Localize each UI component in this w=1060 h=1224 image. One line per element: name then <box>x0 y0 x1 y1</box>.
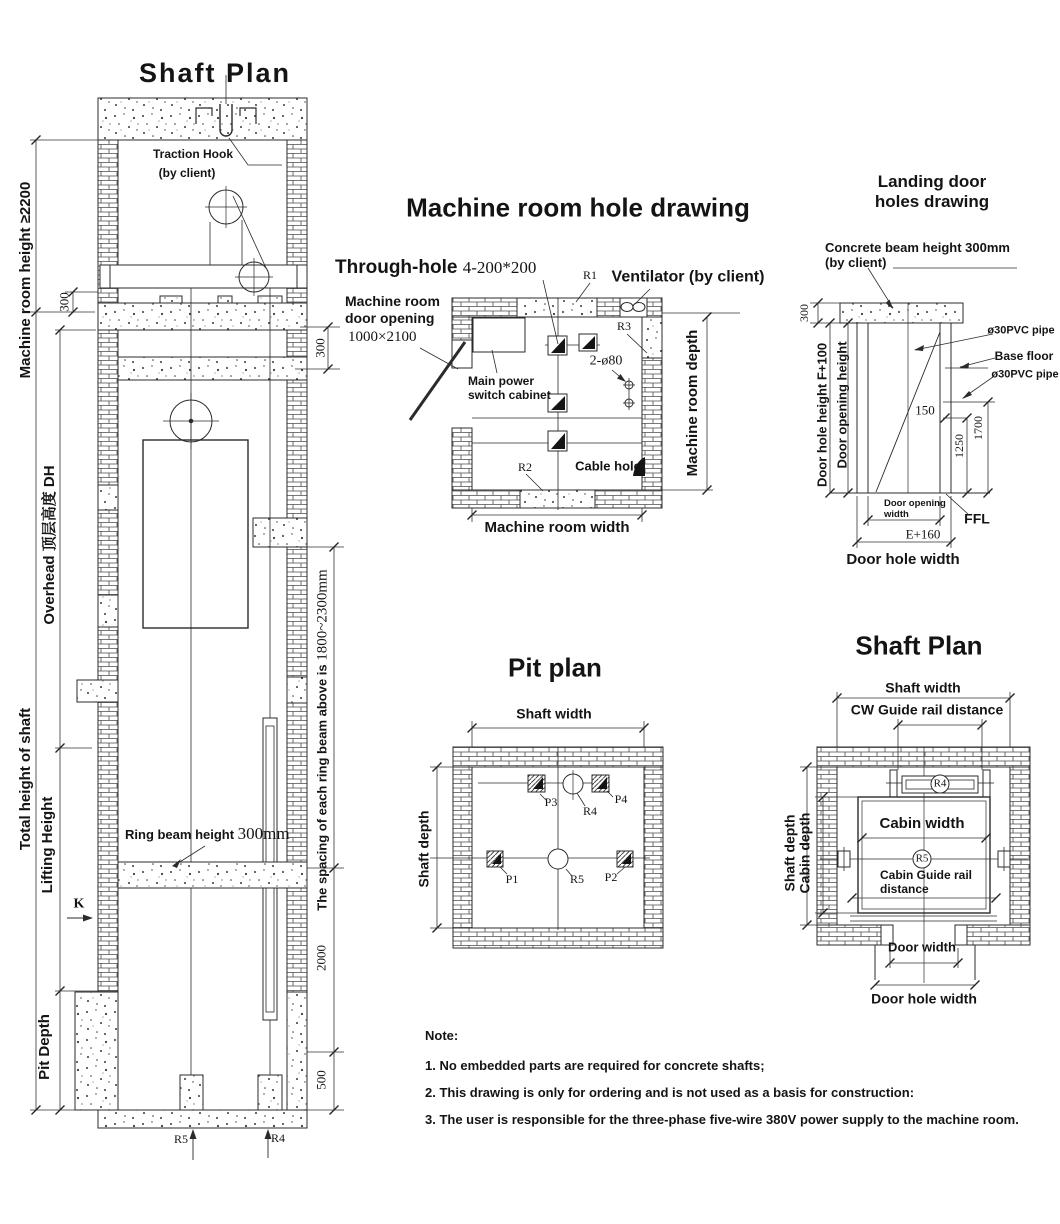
pit-plan-structure <box>430 747 663 948</box>
concrete-beam-line2: (by client) <box>825 255 887 271</box>
ventilator-label: Ventilator (by client) <box>611 268 765 286</box>
pit-r4-label: R4 <box>582 803 598 818</box>
pvc-pipe-top-label: ø30PVC pipe <box>987 324 1055 337</box>
sp-shaft-depth-label: Shaft depth <box>781 814 798 892</box>
ring-beam-height-label <box>125 824 290 845</box>
machine-room-width-label: Machine room width <box>484 519 630 537</box>
lifting-height-label: Lifting Height <box>39 796 57 894</box>
dim-300-right: 300 <box>312 338 328 358</box>
shaft-plan-title: Shaft Plan <box>855 630 983 661</box>
landing-door-title-line2: holes drawing <box>874 192 990 211</box>
machine-room-height-label: Machine room height ≥2200 <box>17 181 35 379</box>
through-hole-text: Through-hole <box>335 257 463 278</box>
ring-beam-height-value: 300mm <box>237 824 290 843</box>
p4-label: P4 <box>614 791 628 806</box>
landing-dim-300: 300 <box>796 304 811 322</box>
pvc-pipe-bottom-label: ø30PVC pipe <box>991 368 1059 381</box>
pit-anchor-markers <box>487 770 633 869</box>
sp-shaft-width-label: Shaft width <box>885 679 961 696</box>
r2-label: R2 <box>517 459 533 474</box>
elevation-title: Shaft Plan <box>138 58 292 89</box>
sp-r4-label: R4 <box>933 777 947 790</box>
pit-r5-label: R5 <box>569 871 585 886</box>
landing-door-title <box>875 172 989 212</box>
dim-150: 150 <box>915 402 935 418</box>
cabin-width-label: Cabin width <box>879 815 965 833</box>
dim-300-left: 300 <box>56 292 72 312</box>
machine-room-depth-label: Machine room depth <box>684 329 702 477</box>
traction-hook-label: Traction Hook <box>152 146 234 161</box>
ring-spacing-text: The spacing of each ring beam above is <box>314 660 330 911</box>
r1-label: R1 <box>582 267 598 282</box>
note-item-2: 2. This drawing is only for ordering and is not used as a basis for construction: <box>425 1085 915 1100</box>
p2-label: P2 <box>604 869 618 884</box>
overhead-label: Overhead 顶层高度 DH <box>41 465 59 625</box>
door-opening-line2: door opening <box>345 309 435 326</box>
dim-1700: 1700 <box>970 416 985 440</box>
cabin-guide-rail-label <box>880 868 972 896</box>
p1-label: P1 <box>505 871 519 886</box>
sp-cabin-depth-label: Cabin depth <box>796 812 813 894</box>
sp-door-width-label: Door width <box>888 939 956 955</box>
traction-hook-by-client-label: (by client) <box>158 165 216 180</box>
dim-e160: E+160 <box>905 526 941 542</box>
door-opening-width-label <box>884 498 946 520</box>
dim-2000: 2000 <box>313 945 329 971</box>
sp-r5-label: R5 <box>915 852 929 865</box>
k-mark: K <box>73 896 85 912</box>
pit-plan-title: Pit plan <box>508 652 602 683</box>
concrete-beam-line1: Concrete beam height 300mm <box>825 240 1010 255</box>
note-item-3: 3. The user is responsible for the three-phase five-wire 380V power supply to the machine room. <box>425 1112 1019 1127</box>
cw-guide-rail-label: CW Guide rail distance <box>850 701 1004 718</box>
landing-door-hole-width-label: Door hole width <box>846 551 960 569</box>
cabin-guide-line2: distance <box>880 882 929 897</box>
r3-label: R3 <box>616 318 632 333</box>
door-opening-line1: Machine room <box>345 293 440 309</box>
machine-room-door-opening-label <box>345 293 440 326</box>
pit-shaft-depth-label: Shaft depth <box>415 810 432 888</box>
door-opening-width-line2: width <box>884 509 909 521</box>
main-power-line2: switch cabinet <box>468 388 551 403</box>
through-hole-label <box>335 257 536 279</box>
landing-door-structure <box>830 268 1017 514</box>
ring-spacing-label <box>314 569 333 910</box>
concrete-beam-label <box>825 240 1010 271</box>
ffl-label: FFL <box>964 510 990 527</box>
holes-2-80-label: 2-ø80 <box>589 353 623 369</box>
elevation-structure <box>67 75 307 1160</box>
dim-500: 500 <box>313 1070 329 1090</box>
dim-1250: 1250 <box>951 434 966 458</box>
landing-door-title-line1: Landing door <box>877 171 987 191</box>
through-hole-value: 4-200*200 <box>462 258 537 277</box>
door-opening-height-label: Door opening height <box>834 341 850 469</box>
through-hole-markers <box>548 334 597 451</box>
p3-label: P3 <box>544 794 558 809</box>
ring-beam-height-text: Ring beam height <box>125 827 238 842</box>
machine-room-title: Machine room hole drawing <box>406 192 750 223</box>
cable-hole-label: Cable hole <box>575 458 641 474</box>
total-height-label: Total height of shaft <box>17 707 35 851</box>
note-item-1: 1. No embedded parts are required for concrete shafts; <box>425 1058 765 1073</box>
note-heading: Note: <box>425 1028 459 1043</box>
main-power-label <box>468 374 551 402</box>
pit-shaft-width-label: Shaft width <box>516 705 592 722</box>
pit-depth-label: Pit Depth <box>36 1014 54 1080</box>
machine-room-door-size: 1000×2100 <box>348 329 417 345</box>
base-floor-label: Base floor <box>994 348 1054 363</box>
door-hole-height-label: Door hole height F+100 <box>814 342 830 488</box>
ring-spacing-value: 1800~2300mm <box>314 569 331 661</box>
r4-bottom-label: R4 <box>270 1130 286 1145</box>
r5-bottom-label: R5 <box>173 1131 189 1146</box>
cabin-guide-line1: Cabin Guide rail <box>880 868 973 882</box>
door-opening-width-line1: Door opening <box>884 498 946 509</box>
sp-door-hole-width-label: Door hole width <box>871 990 977 1007</box>
main-power-line1: Main power <box>468 374 535 388</box>
